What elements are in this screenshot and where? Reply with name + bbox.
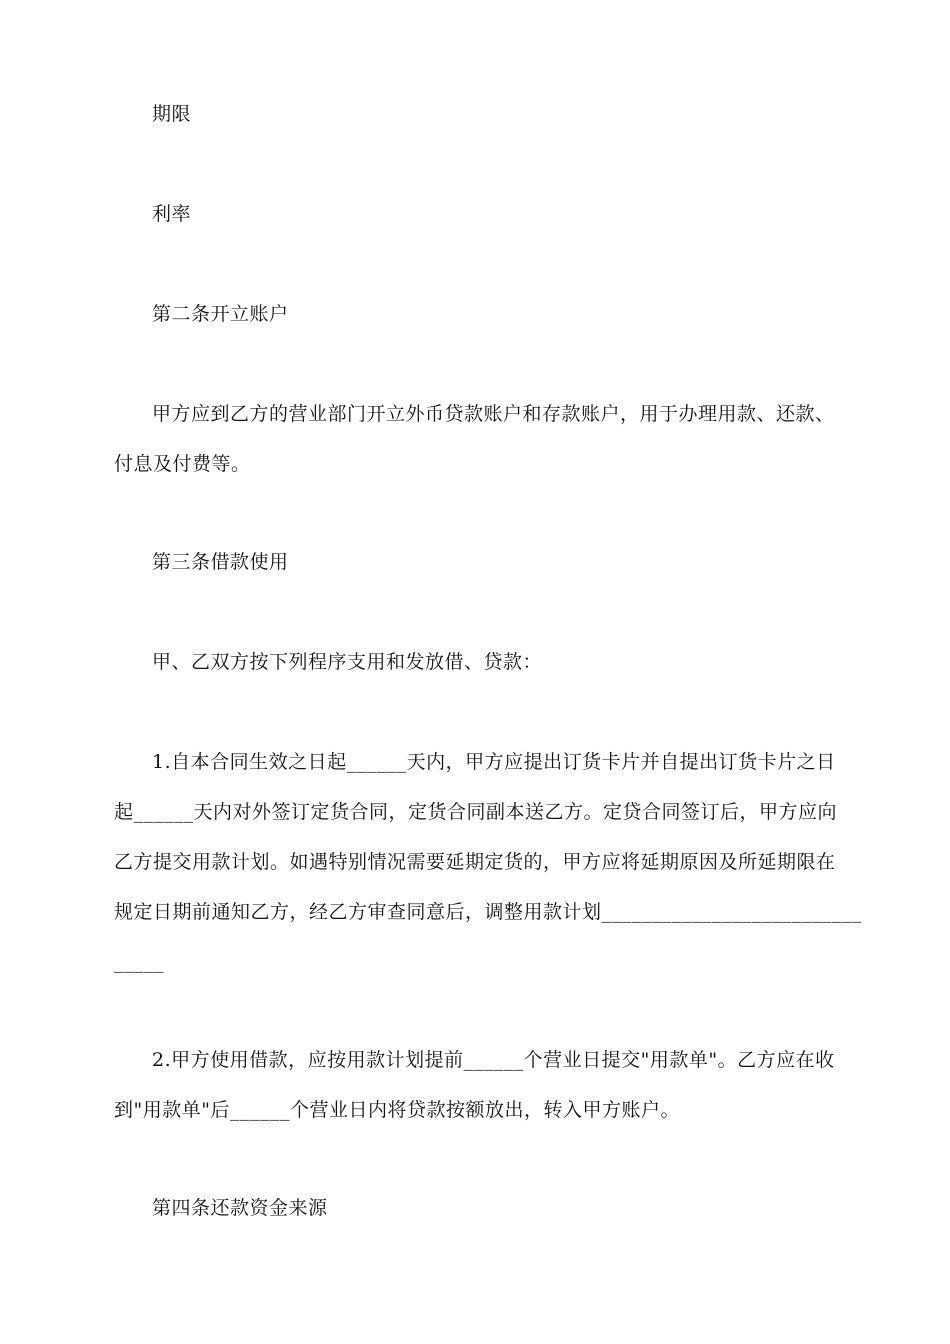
clause-1-line-3: 乙方提交用款计划。如遇特别情况需要延期定货的，甲方应将延期原因及所延期限在 <box>114 851 836 873</box>
clause-2-line-2: 到"用款单"后______个营业日内将贷款按额放出，转入甲方账户。 <box>114 1099 680 1121</box>
clause-2-line-1: 2.甲方使用借款，应按用款计划提前______个营业日提交"用款单"。乙方应在收 <box>152 1049 835 1071</box>
article-2-paragraph-line-2: 付息及付费等。 <box>114 453 251 475</box>
article-4-heading: 第四条还款资金来源 <box>152 1197 328 1219</box>
clause-1-line-5: _____ <box>114 951 164 973</box>
field-rate-label: 利率 <box>152 203 192 225</box>
field-term-label: 期限 <box>152 103 192 125</box>
article-3-heading: 第三条借款使用 <box>152 551 289 573</box>
clause-1-line-2: 起______天内对外签订定货合同，定货合同副本送乙方。定贷合同签订后，甲方应向 <box>114 801 838 823</box>
clause-1-line-4: 规定日期前通知乙方，经乙方审查同意后，调整用款计划__________________________ <box>114 901 862 923</box>
article-3-intro: 甲、乙双方按下列程序支用和发放借、贷款： <box>152 651 543 673</box>
article-2-heading: 第二条开立账户 <box>152 303 289 325</box>
clause-1-line-1: 1.自本合同生效之日起______天内，甲方应提出订货卡片并自提出订货卡片之日 <box>152 751 836 773</box>
article-2-paragraph-line-1: 甲方应到乙方的营业部门开立外币贷款账户和存款账户，用于办理用款、还款、 <box>152 403 835 425</box>
